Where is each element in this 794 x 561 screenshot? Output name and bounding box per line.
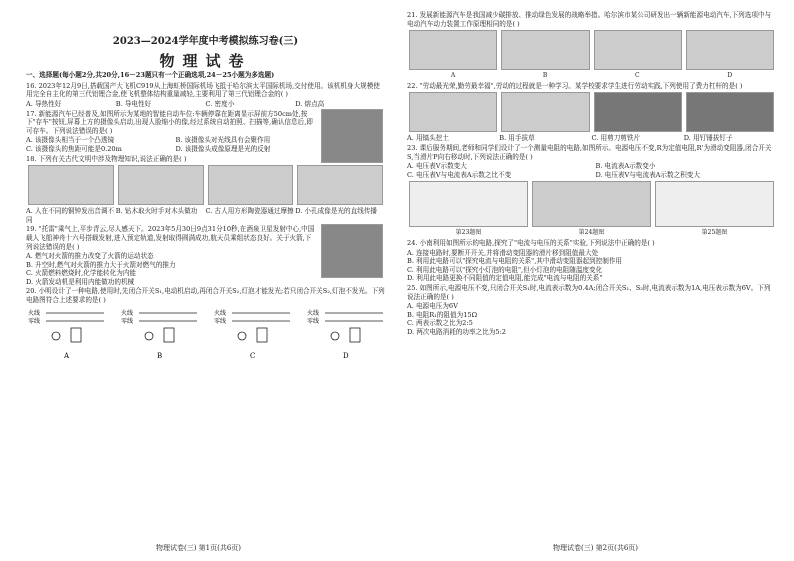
option: A. 连接电路时,要断开开关,并将滑动变阻器的滑片移到阻值最大处 (407, 248, 599, 257)
parking-screen-photo (321, 109, 383, 163)
option: D. 利用此电路更换不同阻值的定值电阻,能完成"电流与电阻的关系" (407, 274, 603, 283)
weeding-image (501, 92, 589, 132)
label: 第24题图 (578, 229, 605, 237)
circuit-label: D (343, 351, 349, 360)
circuit-c (212, 308, 292, 360)
question-23-options (407, 162, 776, 179)
option: D. 熔点高 (295, 99, 325, 108)
question-19: 19. "托雷"乘气上,平步青云,尽人感天下。2023年5月30日9点31分10秒,在酒泉卫星发射中心,中国载人飞船神舟十六号搭载发射,进入预定轨道,发射取得圆满成功,航天员乘组状态良好。关于火箭,下列说法错误的是( ) (26, 225, 315, 251)
option: B. 钻木取火时手对木头做功 (115, 207, 198, 216)
question-18-images (26, 165, 385, 205)
option: C. 用剪刀剪铁片 (591, 134, 641, 143)
scissors-image (594, 92, 682, 132)
neutral-wire-label: 零线 (307, 317, 320, 325)
question-20-circuits (26, 308, 385, 360)
question-17-options (26, 136, 317, 153)
page-2-content (407, 10, 776, 537)
option: C. 电压表V与电流表A示数之比不变 (407, 170, 512, 179)
option: B. 导电性好 (115, 99, 152, 108)
question-25: 25. 如图所示,电源电压不变,只闭合开关S₁时,电流表示数为0.4A;闭合开关S₁、S₂时,电流表示数为1A,电压表示数为6V。下列说法正确的是( ) (407, 283, 771, 301)
question-18: 18. 下列有关古代文明中涉及物理知识,说法正确的是( ) (26, 154, 187, 163)
option: A. 该摄像头相当于一个凸透镜 (26, 136, 115, 145)
option: A. 电压表V示数变大 (407, 162, 467, 171)
live-wire-label: 火线 (214, 309, 227, 317)
option: A. 导热性好 (26, 99, 62, 108)
label: A (450, 72, 456, 80)
label: 第25题图 (701, 229, 728, 237)
page-2 (397, 0, 794, 561)
digging-image (409, 92, 497, 132)
question-22-images (407, 92, 776, 132)
section-heading: 一、选择题(每小题2分,共20分,16－23题只有一个正确选项,24－25小题为多选题) (26, 71, 275, 80)
figure-24 (532, 181, 651, 227)
option: B. 该摄像头对光线具有会聚作用 (175, 136, 271, 145)
motor-image (501, 30, 589, 70)
page-2-footer: 物理试卷(三) 第2页(共6页) (552, 544, 639, 552)
coil-image (686, 30, 774, 70)
question-17: 17. 新能源汽车已经普及,如图所示为某地的智能自动车位:车辆停靠在距离显示屏前方50cm处,按下"存车"按钮,屏幕上方的摄像头启动,出现人脸缩小的像,经过系统自动拍照、扫描等,确认信息后,即可存车。下列说法错误的是( ) (26, 109, 313, 135)
option: C. 该摄像头的焦距可能是0.20m (26, 144, 122, 153)
option: B. 电阻R₁的阻值为15Ω (407, 310, 478, 319)
option: B. 升空时,燃气对火箭的推力大于火箭对燃气的推力 (26, 260, 176, 269)
option: B. 用手拔草 (499, 134, 535, 143)
option: D. 电压表V与电流表A示数之积变大 (595, 170, 700, 179)
figure-25 (655, 181, 774, 227)
exam-header: 2023—2024学年度中考模拟练习卷(三) (112, 36, 299, 47)
question-16: 16. 2023年12月9日,搭载国产大飞机C919从上海虹桥国际机场飞抵于哈尔滨太平国际机场,交付使用。该机机身大规模使用完全自主化的第三代铝锂合金,使飞机整体结构重量减轻,主要利用了第三代铝锂合金的( ) (26, 81, 380, 99)
question-22-options (407, 134, 776, 143)
option: A. 用镐头挖土 (407, 134, 449, 143)
option: C. 密度小 (205, 99, 235, 108)
page-1-footer: 物理试卷(三) 第1页(共6页) (155, 544, 242, 552)
neutral-wire-label: 零线 (28, 317, 41, 325)
option: B. 利用此电路可以"探究电流与电阻的关系",其中滑动变阻器起到控制作用 (407, 257, 623, 266)
live-wire-label: 火线 (121, 309, 134, 317)
question-20: 20. 小明设计了一种电路,使用时,先闭合开关S₁,电动机启动,再闭合开关S₂,灯泡才能发光;若只闭合开关S₂,灯泡不发光。下列电路图符合上述要求的是( ) (26, 287, 385, 305)
circuit-a (26, 308, 106, 360)
option: D. 小孔成像是光的直线传播 (295, 207, 378, 216)
option: A. 燃气对火箭的推力改变了火箭的运动状态 (26, 252, 154, 261)
question-25-options (407, 302, 776, 336)
question-24: 24. 小南利用如图所示的电路,探究了"电流与电压的关系"实验,下列说法中正确的是( ) (407, 238, 655, 247)
option: D. 该摄像头成像原理是光的反射 (175, 144, 271, 153)
label: 第23题图 (455, 229, 482, 237)
question-16-options (26, 100, 385, 109)
question-21-images (407, 30, 776, 70)
question-22: 22. "劳动最光荣,勤劳最幸福",劳动的过程就是一种学习。某学校要求学生进行劳动实践,下列使用了费力杠杆的是( ) (407, 81, 743, 90)
question-24-options (407, 249, 776, 283)
figure-23 (409, 181, 528, 227)
question-21: 21. 发展新能源汽车是我国减少碳排放、推动绿色发展的战略举措。哈尔滨市某公司研发出一辆新能源电动汽车,下列选项中与电动汽车动力装置工作原理相同的是( ) (407, 11, 772, 28)
neutral-wire-label: 零线 (214, 317, 227, 325)
question-23: 23. 课后服务期间,老师和同学们设计了一个测量电阻的电路,如图所示。电源电压不变,R为定值电阻,R'为滑动变阻器,闭合开关S,当滑片P向右移动时,下列说法正确的是( ) (407, 143, 772, 161)
circuit-label: B (157, 351, 163, 360)
circuit-label: A (64, 351, 70, 360)
circuit-label: C (250, 351, 256, 360)
electromagnet-image (409, 30, 497, 70)
fire-drill-image (118, 165, 204, 205)
page-1-content (26, 18, 385, 537)
pottery-image (208, 165, 294, 205)
option: C. 古人用方形陶瓷器通过摩擦 (205, 207, 294, 216)
exam-title: 物理试卷 (159, 51, 252, 70)
circuit-d (305, 308, 385, 360)
option: B. 电流表A示数变小 (595, 162, 656, 171)
option: C. 火箭燃料燃烧时,化学能转化为内能 (26, 269, 137, 278)
rocket-photo (321, 224, 383, 278)
label: B (542, 72, 548, 80)
option: D. 两次电路消耗的功率之比为5:2 (407, 327, 506, 336)
question-21-labels (407, 72, 776, 81)
pinhole-image (297, 165, 383, 205)
live-wire-label: 火线 (307, 309, 320, 317)
generator-image (594, 30, 682, 70)
question-18-options (26, 207, 385, 224)
figure-labels (407, 229, 776, 238)
neutral-wire-label: 零线 (121, 317, 134, 325)
label: D (727, 72, 733, 80)
bells-image (28, 165, 114, 205)
hammer-image (686, 92, 774, 132)
option: C. 利用此电路可以"探究小灯泡的电阻",但小灯泡的电阻随温度变化 (407, 265, 603, 274)
option: A. 电源电压为6V (407, 302, 458, 311)
figures-23-25 (407, 181, 776, 227)
circuit-b (119, 308, 199, 360)
live-wire-label: 火线 (28, 309, 41, 317)
label: C (635, 72, 640, 80)
option: D. 火箭发动机是利用内能做功的机械 (26, 277, 135, 286)
option: C. 两表示数之比为2:5 (407, 319, 473, 328)
option: D. 用钉锤拔钉子 (683, 134, 733, 143)
option: A. 人在不同的铜钟发出音调不同 (26, 207, 115, 224)
